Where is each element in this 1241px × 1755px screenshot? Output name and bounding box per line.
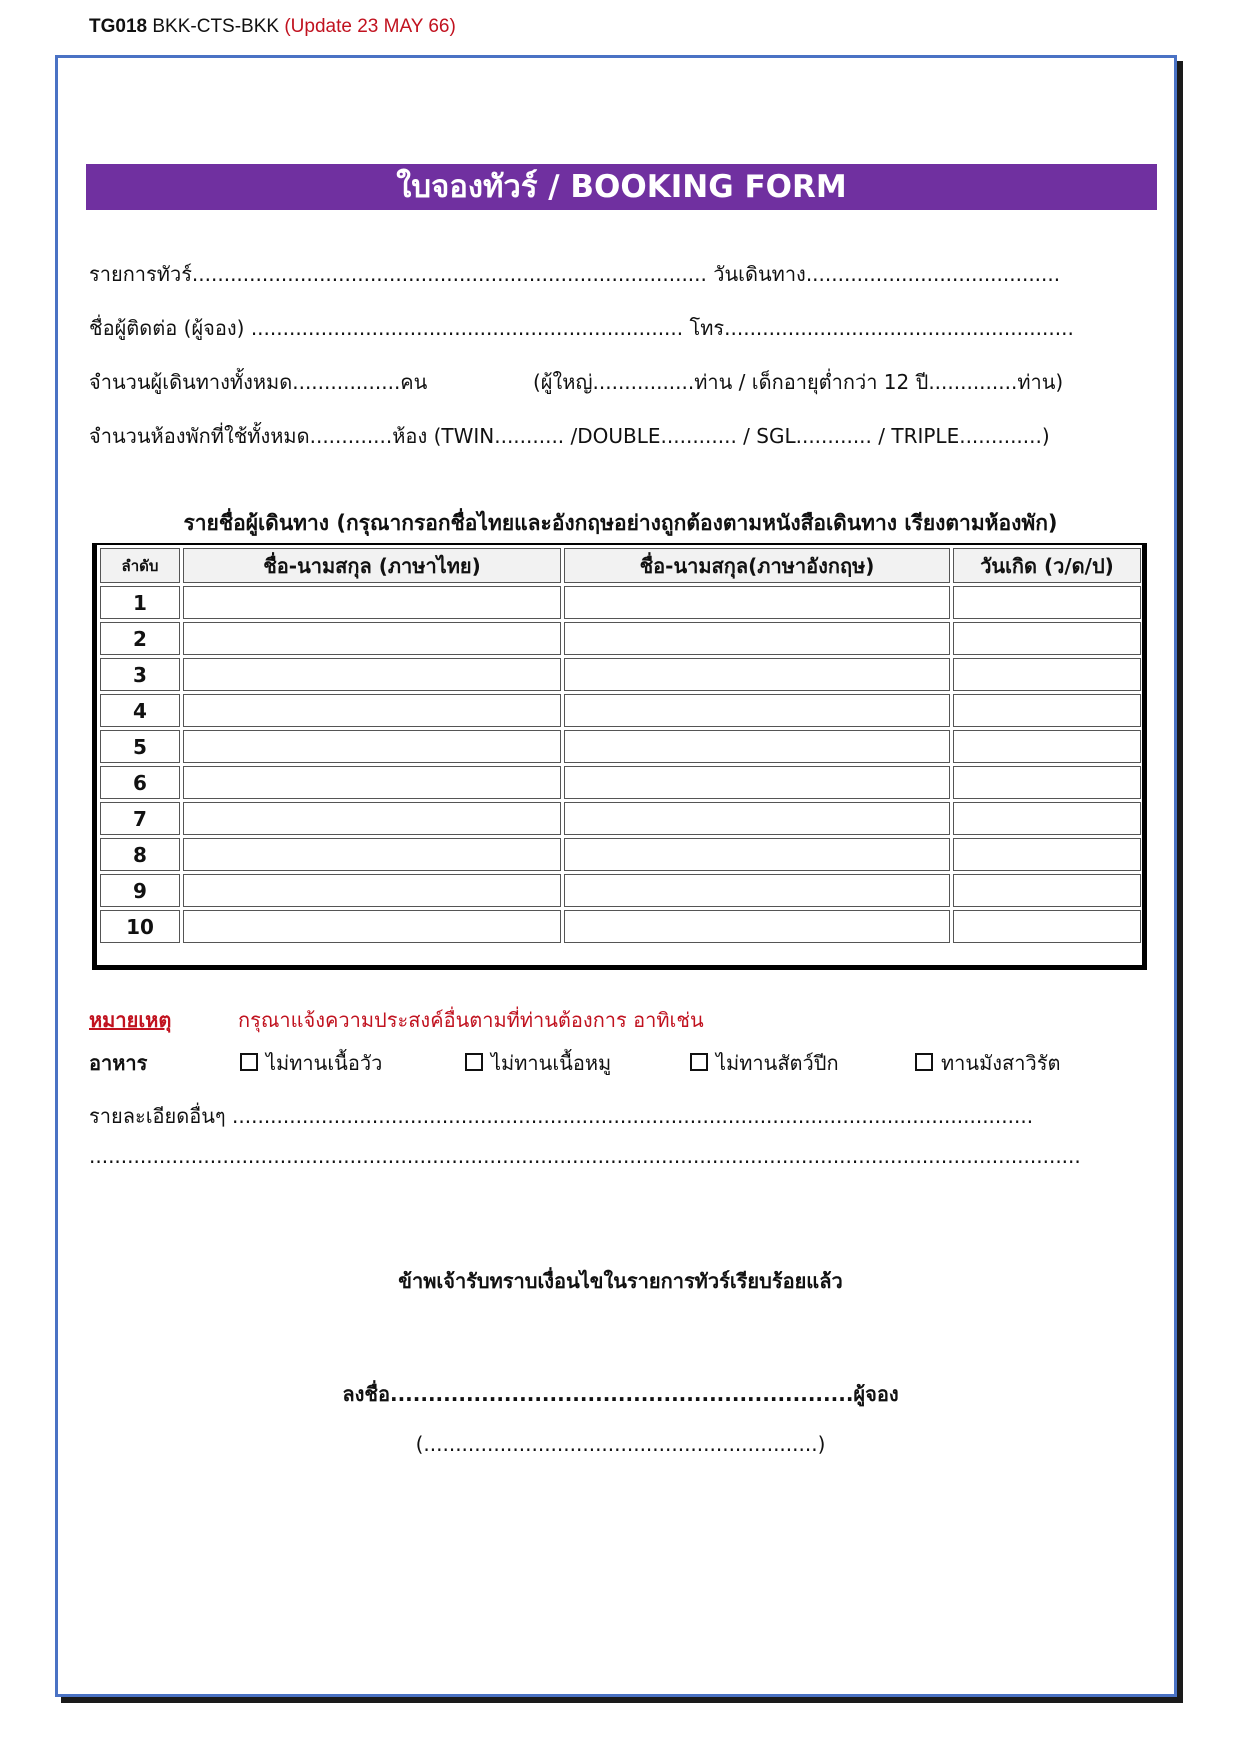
form-title: ใบจองทัวร์ / BOOKING FORM — [86, 164, 1157, 210]
row-number: 8 — [100, 838, 180, 871]
table-row — [100, 694, 1141, 727]
document-header — [89, 16, 456, 38]
table-row — [100, 874, 1141, 907]
english-name-cell[interactable] — [564, 838, 950, 871]
table-row — [100, 838, 1141, 871]
english-name-cell[interactable] — [564, 802, 950, 835]
food-option-no-pork[interactable]: ไม่ทานเนื้อหมู — [465, 1047, 611, 1079]
col-thai-name-header: ชื่อ-นามสกุล (ภาษาไทย) — [183, 548, 561, 583]
traveler-list-title: รายชื่อผู้เดินทาง (กรุณากรอกชื่อไทยและอังกฤษอย่างถูกต้องตามหนังสือเดินทาง เรียงตามห้องพัก) — [183, 511, 1058, 535]
table-row — [100, 910, 1141, 943]
thai-name-cell[interactable] — [183, 802, 561, 835]
dob-cell[interactable] — [953, 694, 1141, 727]
row-number: 9 — [100, 874, 180, 907]
dob-cell[interactable] — [953, 622, 1141, 655]
checkbox-icon[interactable] — [240, 1053, 258, 1071]
row-number: 1 — [100, 586, 180, 619]
thai-name-cell[interactable] — [183, 874, 561, 907]
thai-name-cell[interactable] — [183, 658, 561, 691]
row-number: 3 — [100, 658, 180, 691]
adult-child-count-field[interactable]: (ผู้ใหญ่................ท่าน / เด็กอายุต่ำกว่า 12 ปี..............ท่าน) — [533, 370, 1064, 394]
other-details-field-2[interactable]: ............................................................................................................................................................ — [89, 1144, 1081, 1168]
signature-name-line[interactable]: (..............................................................) — [415, 1432, 826, 1456]
traveler-count-field[interactable]: จำนวนผู้เดินทางทั้งหมด.................คน — [89, 370, 428, 394]
note-label: หมายเหตุ — [89, 1008, 172, 1032]
thai-name-cell[interactable] — [183, 622, 561, 655]
table-row — [100, 586, 1141, 619]
dob-cell[interactable] — [953, 766, 1141, 799]
food-option-no-beef[interactable]: ไม่ทานเนื้อวัว — [240, 1047, 382, 1079]
dob-cell[interactable] — [953, 730, 1141, 763]
table-row — [100, 658, 1141, 691]
update-date: (Update 23 MAY 66) — [284, 16, 456, 37]
dob-cell[interactable] — [953, 838, 1141, 871]
tour-code: TG018 — [89, 16, 148, 37]
row-number: 6 — [100, 766, 180, 799]
checkbox-icon[interactable] — [690, 1053, 708, 1071]
dob-cell[interactable] — [953, 586, 1141, 619]
english-name-cell[interactable] — [564, 586, 950, 619]
dob-cell[interactable] — [953, 802, 1141, 835]
table-row — [100, 802, 1141, 835]
table-header-row — [100, 548, 1141, 583]
contact-phone-field[interactable]: ชื่อผู้ติดต่อ (ผู้จอง) .................................................................... โทร....................................................... — [89, 316, 1074, 340]
route: BKK-CTS-BKK — [152, 16, 280, 37]
dob-cell[interactable] — [953, 910, 1141, 943]
thai-name-cell[interactable] — [183, 766, 561, 799]
tour-date-field[interactable]: รายการทัวร์................................................................................. วันเดินทาง........................................ — [89, 262, 1061, 286]
col-english-name-header: ชื่อ-นามสกุล(ภาษาอังกฤษ) — [564, 548, 950, 583]
note-text: กรุณาแจ้งความประสงค์อื่นตามที่ท่านต้องการ อาทิเช่น — [238, 1008, 704, 1032]
thai-name-cell[interactable] — [183, 838, 561, 871]
english-name-cell[interactable] — [564, 910, 950, 943]
thai-name-cell[interactable] — [183, 730, 561, 763]
thai-name-cell[interactable] — [183, 694, 561, 727]
row-number: 4 — [100, 694, 180, 727]
signature-line[interactable]: ลงชื่อ.............................................................ผู้จอง — [342, 1382, 899, 1406]
row-number: 2 — [100, 622, 180, 655]
room-count-field[interactable]: จำนวนห้องพักที่ใช้ทั้งหมด.............ห้อง (TWIN........... /DOUBLE............ / SGL............ / TRIPLE.............) — [89, 424, 1050, 448]
food-option-no-poultry[interactable]: ไม่ทานสัตว์ปีก — [690, 1047, 839, 1079]
table-row — [100, 622, 1141, 655]
traveler-table — [92, 543, 1147, 970]
col-dob-header: วันเกิด (ว/ด/ป) — [953, 548, 1141, 583]
english-name-cell[interactable] — [564, 730, 950, 763]
acknowledgement-text: ข้าพเจ้ารับทราบเงื่อนไขในรายการทัวร์เรียบร้อยแล้ว — [398, 1269, 843, 1293]
english-name-cell[interactable] — [564, 874, 950, 907]
checkbox-icon[interactable] — [915, 1053, 933, 1071]
english-name-cell[interactable] — [564, 694, 950, 727]
row-number: 10 — [100, 910, 180, 943]
english-name-cell[interactable] — [564, 622, 950, 655]
thai-name-cell[interactable] — [183, 910, 561, 943]
food-option-vegetarian[interactable]: ทานมังสาวิรัต — [915, 1047, 1060, 1079]
other-details-field[interactable]: รายละเอียดอื่นๆ .............................................................................................................................. — [89, 1104, 1034, 1128]
table-row — [100, 766, 1141, 799]
thai-name-cell[interactable] — [183, 586, 561, 619]
col-no-header: ลำดับ — [100, 548, 180, 583]
dob-cell[interactable] — [953, 874, 1141, 907]
row-number: 7 — [100, 802, 180, 835]
food-label: อาหาร — [89, 1051, 148, 1075]
checkbox-icon[interactable] — [465, 1053, 483, 1071]
row-number: 5 — [100, 730, 180, 763]
table-row — [100, 730, 1141, 763]
english-name-cell[interactable] — [564, 766, 950, 799]
dob-cell[interactable] — [953, 658, 1141, 691]
english-name-cell[interactable] — [564, 658, 950, 691]
